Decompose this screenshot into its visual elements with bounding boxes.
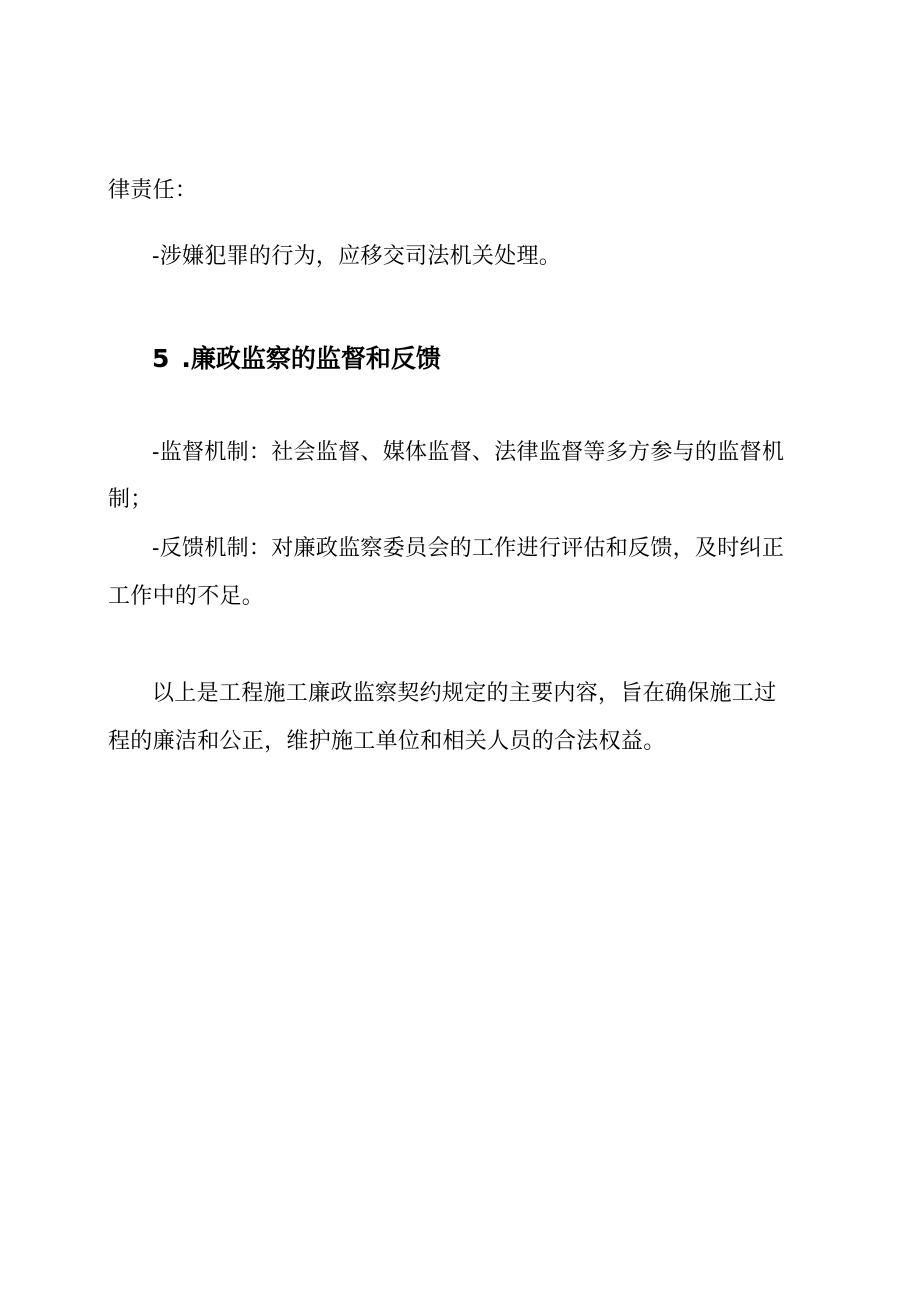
paragraph-line: -涉嫌犯罪的行为，应移交司法机关处理。 [152,244,562,269]
paragraph-line: 程的廉洁和公正，维护施工单位和相关人员的合法权益。 [108,729,666,754]
paragraph-line: -反馈机制：对廉政监察委员会的工作进行评估和反馈，及时纠正 [152,536,785,561]
paragraph-line: 制； [108,487,153,512]
paragraph-line: 律责任： [108,178,198,203]
section-heading [152,342,441,376]
section-number: 5 [152,344,170,373]
section-title: .廉政监察的监督和反馈 [181,344,441,373]
paragraph-line: 工作中的不足。 [108,584,265,609]
paragraph-line: 以上是工程施工廉政监察契约规定的主要内容，旨在确保施工过 [152,681,777,706]
paragraph-line: -监督机制：社会监督、媒体监督、法律监督等多方参与的监督机 [152,440,785,465]
